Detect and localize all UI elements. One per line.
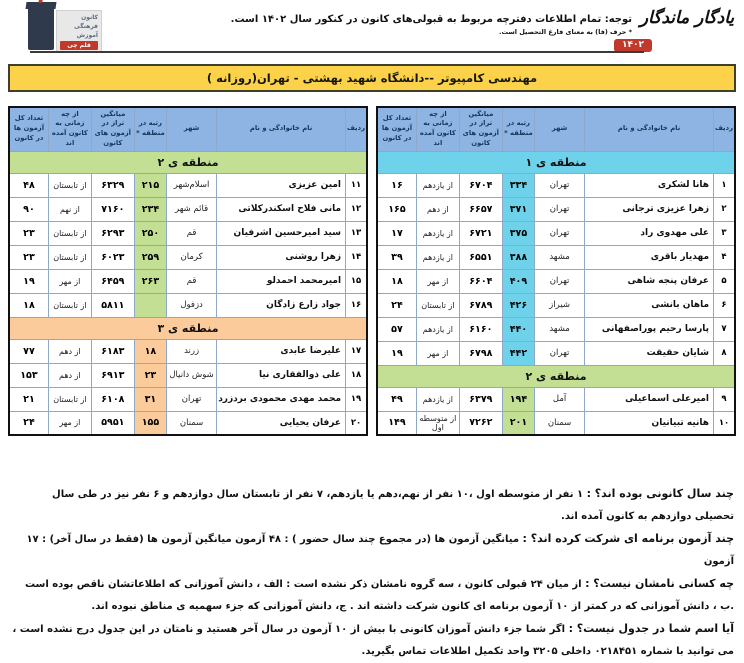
joined-since-cell: از یازدهم: [416, 317, 459, 341]
avg-score-cell: ۶۶۰۴: [459, 269, 502, 293]
avg-score-cell: ۵۹۵۱: [91, 411, 134, 435]
row-number-cell: ۲: [714, 197, 735, 221]
joined-since-cell: از یازدهم: [416, 387, 459, 411]
avg-score-cell: ۷۲۶۲: [459, 411, 502, 435]
table-left: [8, 106, 368, 436]
title-bar: [8, 64, 736, 92]
joined-since-cell: از یازدهم: [416, 173, 459, 197]
student-row: [9, 411, 367, 435]
graduate-figure-icon: [28, 6, 54, 50]
note-line: [12, 572, 734, 617]
student-row: [377, 341, 735, 365]
city-cell: تهران: [535, 221, 585, 245]
total-exams-cell: ۴۸: [9, 173, 48, 197]
region-rank-cell: ۲۳۴: [134, 197, 166, 221]
header-note: [202, 14, 632, 36]
avg-score-cell: ۶۹۱۳: [91, 363, 134, 387]
total-exams-cell: ۳۹: [377, 245, 416, 269]
student-name-cell: زهرا روشنی: [217, 245, 346, 269]
region-section-row: [377, 365, 735, 387]
row-number-cell: ۴: [714, 245, 735, 269]
joined-since-cell: از یازدهم: [416, 245, 459, 269]
joined-since-cell: از دهم: [416, 197, 459, 221]
column-header: میانگین تراز در آزمون های کانون: [91, 107, 134, 151]
page-header: [0, 0, 744, 58]
logo-text-block: [56, 10, 102, 53]
row-number-cell: ۱: [714, 173, 735, 197]
city-cell: قم: [167, 269, 217, 293]
avg-score-cell: ۶۲۹۳: [91, 221, 134, 245]
city-cell: آمل: [535, 387, 585, 411]
total-exams-cell: ۲۴: [377, 293, 416, 317]
avg-score-cell: ۶۷۸۹: [459, 293, 502, 317]
student-name-cell: علی ذوالفقاری نیا: [217, 363, 346, 387]
page-title: مهندسی کامپیوتر --دانشگاه شهید بهشتی - تهران(روزانه ): [206, 71, 538, 85]
column-header: نام خانوادگی و نام: [217, 107, 346, 151]
student-name-cell: امیرعلی اسماعیلی: [585, 387, 714, 411]
total-exams-cell: ۱۵۳: [9, 363, 48, 387]
column-header: تعداد کل آزمون ها در کانون: [9, 107, 48, 151]
total-exams-cell: ۱۷: [377, 221, 416, 245]
note-lead: چه کسانی نامشان نیست؟ :: [585, 577, 734, 591]
joined-since-cell: از تابستان: [48, 221, 91, 245]
column-header-row: [9, 107, 367, 151]
city-cell: تهران: [167, 387, 217, 411]
note-line: [12, 527, 734, 572]
avg-score-cell: ۶۳۷۹: [459, 387, 502, 411]
student-row: [377, 221, 735, 245]
region-rank-cell: ۴۴۰: [502, 317, 534, 341]
region-rank-cell: ۲۵۹: [134, 245, 166, 269]
student-name-cell: ماهان بانشی: [585, 293, 714, 317]
avg-score-cell: ۶۴۵۹: [91, 269, 134, 293]
region-rank-cell: ۲۶۳: [134, 269, 166, 293]
row-number-cell: ۱۳: [346, 221, 367, 245]
student-row: [377, 269, 735, 293]
city-cell: شوش دانیال: [167, 363, 217, 387]
student-name-cell: زهرا عزیزی ترجانی: [585, 197, 714, 221]
student-row: [377, 317, 735, 341]
region-section-row: [9, 151, 367, 173]
ranking-tables: [8, 106, 736, 436]
region-section-row: [9, 317, 367, 339]
joined-since-cell: از دهم: [48, 339, 91, 363]
student-row: [9, 339, 367, 363]
row-number-cell: ۱۱: [346, 173, 367, 197]
joined-since-cell: از متوسطه اول: [416, 411, 459, 435]
column-header: ردیف: [714, 107, 735, 151]
student-name-cell: پارسا رحیم پوراصفهانی: [585, 317, 714, 341]
total-exams-cell: ۱۸: [9, 293, 48, 317]
region-rank-cell: ۳۳۴: [502, 173, 534, 197]
city-cell: تهران: [535, 173, 585, 197]
student-name-cell: علیرضا عابدی: [217, 339, 346, 363]
region-rank-cell: ۲۱۵: [134, 173, 166, 197]
student-name-cell: امین عزیزی: [217, 173, 346, 197]
year-badge: ۱۴۰۲: [614, 39, 652, 52]
region-rank-cell: [134, 293, 166, 317]
region-section-label: منطقه ی ۲: [377, 365, 735, 387]
total-exams-cell: ۱۹: [9, 269, 48, 293]
note-text: ۱ نفر از متوسطه اول ،۱۰ نفر از نهم،دهم یا یازدهم، ۷ نفر از تابستان سال دوازدهم و ۶ نفر نیز در طی سال تحصیلی دوازدهم به کانون آمده اند.: [52, 489, 734, 522]
student-row: [9, 197, 367, 221]
region-rank-cell: ۲۵۰: [134, 221, 166, 245]
row-number-cell: ۲۰: [346, 411, 367, 435]
total-exams-cell: ۲۳: [9, 245, 48, 269]
column-header-row: [377, 107, 735, 151]
region-rank-cell: ۱۹۴: [502, 387, 534, 411]
joined-since-cell: از تابستان: [48, 245, 91, 269]
joined-since-cell: از تابستان: [416, 293, 459, 317]
student-name-cell: امیرمحمد احمدلو: [217, 269, 346, 293]
total-exams-cell: ۱۴۹: [377, 411, 416, 435]
note-text: از میان ۲۴ قبولی کانون ، سه گروه نامشان ذکر نشده است : الف ، دانش آموزانی که اطلاعاتشان ناقص بوده است .ب ، دانش آموزانی که در کمتر از ۱۰ آزمون برنامه ای کانون شرکت داشته اند . ج، دانش آموزانی که جزء سهمیه ی مناطق نبوده اند.: [24, 579, 734, 612]
avg-score-cell: ۶۱۰۸: [91, 387, 134, 411]
kanoon-logo: [28, 2, 106, 52]
graduation-cap-icon: [26, 2, 57, 9]
row-number-cell: ۱۹: [346, 387, 367, 411]
city-cell: قم: [167, 221, 217, 245]
table-right: [376, 106, 736, 436]
avg-score-cell: ۶۱۸۳: [91, 339, 134, 363]
region-rank-cell: ۴۴۲: [502, 341, 534, 365]
note-lead: آیا اسم شما در جدول نیست؟ :: [568, 622, 734, 636]
student-name-cell: هانا لشکری: [585, 173, 714, 197]
note-line: [12, 482, 734, 527]
region-rank-cell: ۳۸۸: [502, 245, 534, 269]
total-exams-cell: ۷۷: [9, 339, 48, 363]
student-name-cell: عرفان پنجه شاهی: [585, 269, 714, 293]
joined-since-cell: از نهم: [48, 197, 91, 221]
row-number-cell: ۶: [714, 293, 735, 317]
region-section-row: [377, 151, 735, 173]
total-exams-cell: ۱۶۵: [377, 197, 416, 221]
header-note-sub: * حرف (فا) به معنای فارغ التحصیل است.: [499, 28, 632, 36]
note-text: میانگین آزمون ها (در مجموع چند سال حضور ) : ۴۸ آزمون میانگین آزمون ها (فقط در سال آخر) : ۱۷ آزمون: [26, 534, 734, 567]
avg-score-cell: ۷۱۶۰: [91, 197, 134, 221]
student-row: [377, 173, 735, 197]
row-number-cell: ۳: [714, 221, 735, 245]
avg-score-cell: ۵۸۱۱: [91, 293, 134, 317]
student-name-cell: محمد مهدی محمودی بردزرد: [217, 387, 346, 411]
city-cell: سمنان: [167, 411, 217, 435]
row-number-cell: ۵: [714, 269, 735, 293]
total-exams-cell: ۵۷: [377, 317, 416, 341]
region-rank-cell: ۴۰۹: [502, 269, 534, 293]
row-number-cell: ۱۲: [346, 197, 367, 221]
city-cell: شیراز: [535, 293, 585, 317]
student-name-cell: مهدیار باقری: [585, 245, 714, 269]
row-number-cell: ۱۵: [346, 269, 367, 293]
student-row: [9, 221, 367, 245]
avg-score-cell: ۶۳۲۹: [91, 173, 134, 197]
region-section-label: منطقه ی ۳: [9, 317, 367, 339]
logo-line: کانون: [81, 14, 98, 21]
region-section-label: منطقه ی ۱: [377, 151, 735, 173]
column-header: تعداد کل آزمون ها در کانون: [377, 107, 416, 151]
note-text: اگر شما جزء دانش آموزان کانونی با بیش از ۱۰ آزمون در سال آخر هستید و نامتان در این جدول درج نشده است ، می توانید با شماره ۰۲۱۸۴۵۱ داخلی ۳۲۰۵ واحد تکمیل اطلاعات تماس بگیرید.: [12, 624, 734, 658]
avg-score-cell: ۶۵۵۱: [459, 245, 502, 269]
column-header: شهر: [535, 107, 585, 151]
region-rank-cell: ۱۸: [134, 339, 166, 363]
note-lead: چند سال کانونی بوده اند؟ :: [586, 487, 734, 500]
total-exams-cell: ۲۱: [9, 387, 48, 411]
joined-since-cell: از مهر: [416, 269, 459, 293]
student-name-cell: علی مهدوی راد: [585, 221, 714, 245]
joined-since-cell: از مهر: [48, 411, 91, 435]
student-row: [9, 387, 367, 411]
region-rank-cell: ۱۵۵: [134, 411, 166, 435]
region-rank-cell: ۳۷۵: [502, 221, 534, 245]
student-name-cell: عرفان یحیایی: [217, 411, 346, 435]
city-cell: قائم شهر: [167, 197, 217, 221]
column-header: میانگین تراز در آزمون های کانون: [459, 107, 502, 151]
joined-since-cell: از تابستان: [48, 173, 91, 197]
column-header: ردیف: [346, 107, 367, 151]
student-row: [377, 245, 735, 269]
row-number-cell: ۱۶: [346, 293, 367, 317]
student-row: [9, 269, 367, 293]
row-number-cell: ۸: [714, 341, 735, 365]
joined-since-cell: از تابستان: [48, 387, 91, 411]
logo-line: آموزش: [76, 32, 98, 39]
joined-since-cell: از مهر: [48, 269, 91, 293]
region-rank-cell: ۲۰۱: [502, 411, 534, 435]
avg-score-cell: ۶۶۵۷: [459, 197, 502, 221]
city-cell: دزفول: [167, 293, 217, 317]
total-exams-cell: ۱۹: [377, 341, 416, 365]
city-cell: تهران: [535, 269, 585, 293]
column-header: از چه زمانی به کانون آمده اند: [48, 107, 91, 151]
student-name-cell: سید امیرحسین اشرفیان: [217, 221, 346, 245]
student-name-cell: مانی فلاح اسکندرکلاتی: [217, 197, 346, 221]
city-cell: اسلام‌شهر: [167, 173, 217, 197]
logo-red-label: قلم چی: [60, 41, 98, 50]
student-row: [377, 197, 735, 221]
note-line: [12, 617, 734, 662]
student-row: [9, 293, 367, 317]
total-exams-cell: ۴۹: [377, 387, 416, 411]
total-exams-cell: ۲۳: [9, 221, 48, 245]
header-divider: [30, 51, 644, 53]
avg-score-cell: ۶۷۰۴: [459, 173, 502, 197]
region-rank-cell: ۲۳: [134, 363, 166, 387]
student-row: [9, 173, 367, 197]
column-header: شهر: [167, 107, 217, 151]
row-number-cell: ۷: [714, 317, 735, 341]
avg-score-cell: ۶۰۲۳: [91, 245, 134, 269]
joined-since-cell: از دهم: [48, 363, 91, 387]
total-exams-cell: ۹۰: [9, 197, 48, 221]
joined-since-cell: از تابستان: [48, 293, 91, 317]
avg-score-cell: ۶۷۹۸: [459, 341, 502, 365]
city-cell: تهران: [535, 197, 585, 221]
region-rank-cell: ۳۷۱: [502, 197, 534, 221]
city-cell: مشهد: [535, 245, 585, 269]
note-lead: چند آزمون برنامه ای شرکت کرده اند؟ :: [522, 532, 734, 546]
row-number-cell: ۱۸: [346, 363, 367, 387]
city-cell: مشهد: [535, 317, 585, 341]
avg-score-cell: ۶۱۶۰: [459, 317, 502, 341]
joined-since-cell: از مهر: [416, 341, 459, 365]
logo-line: فرهنگی: [74, 23, 98, 30]
brand-calligraphy: یادگار ماندگار: [639, 8, 735, 28]
column-header: نام خانوادگی و نام: [585, 107, 714, 151]
city-cell: سمنان: [535, 411, 585, 435]
student-name-cell: جواد زارع زادگان: [217, 293, 346, 317]
row-number-cell: ۱۰: [714, 411, 735, 435]
city-cell: کرمان: [167, 245, 217, 269]
total-exams-cell: ۲۴: [9, 411, 48, 435]
row-number-cell: ۹: [714, 387, 735, 411]
student-row: [377, 293, 735, 317]
region-rank-cell: ۳۱: [134, 387, 166, 411]
city-cell: زرند: [167, 339, 217, 363]
footer-notes: [12, 482, 734, 663]
student-row: [377, 387, 735, 411]
total-exams-cell: ۱۶: [377, 173, 416, 197]
row-number-cell: ۱۴: [346, 245, 367, 269]
joined-since-cell: از یازدهم: [416, 221, 459, 245]
row-number-cell: ۱۷: [346, 339, 367, 363]
student-name-cell: هانیه تبیانیان: [585, 411, 714, 435]
student-row: [377, 411, 735, 435]
student-row: [9, 245, 367, 269]
column-header: رتبه در منطقه *: [502, 107, 534, 151]
column-header: رتبه در منطقه *: [134, 107, 166, 151]
avg-score-cell: ۶۷۲۱: [459, 221, 502, 245]
region-section-label: منطقه ی ۲: [9, 151, 367, 173]
column-header: از چه زمانی به کانون آمده اند: [416, 107, 459, 151]
header-note-main: توجه: تمام اطلاعات دفترچه مربوط به قبولی‌های کانون در کنکور سال ۱۴۰۲ است.: [230, 14, 632, 25]
student-name-cell: شایان حقیقت: [585, 341, 714, 365]
city-cell: تهران: [535, 341, 585, 365]
total-exams-cell: ۱۸: [377, 269, 416, 293]
student-row: [9, 363, 367, 387]
region-rank-cell: ۴۲۶: [502, 293, 534, 317]
